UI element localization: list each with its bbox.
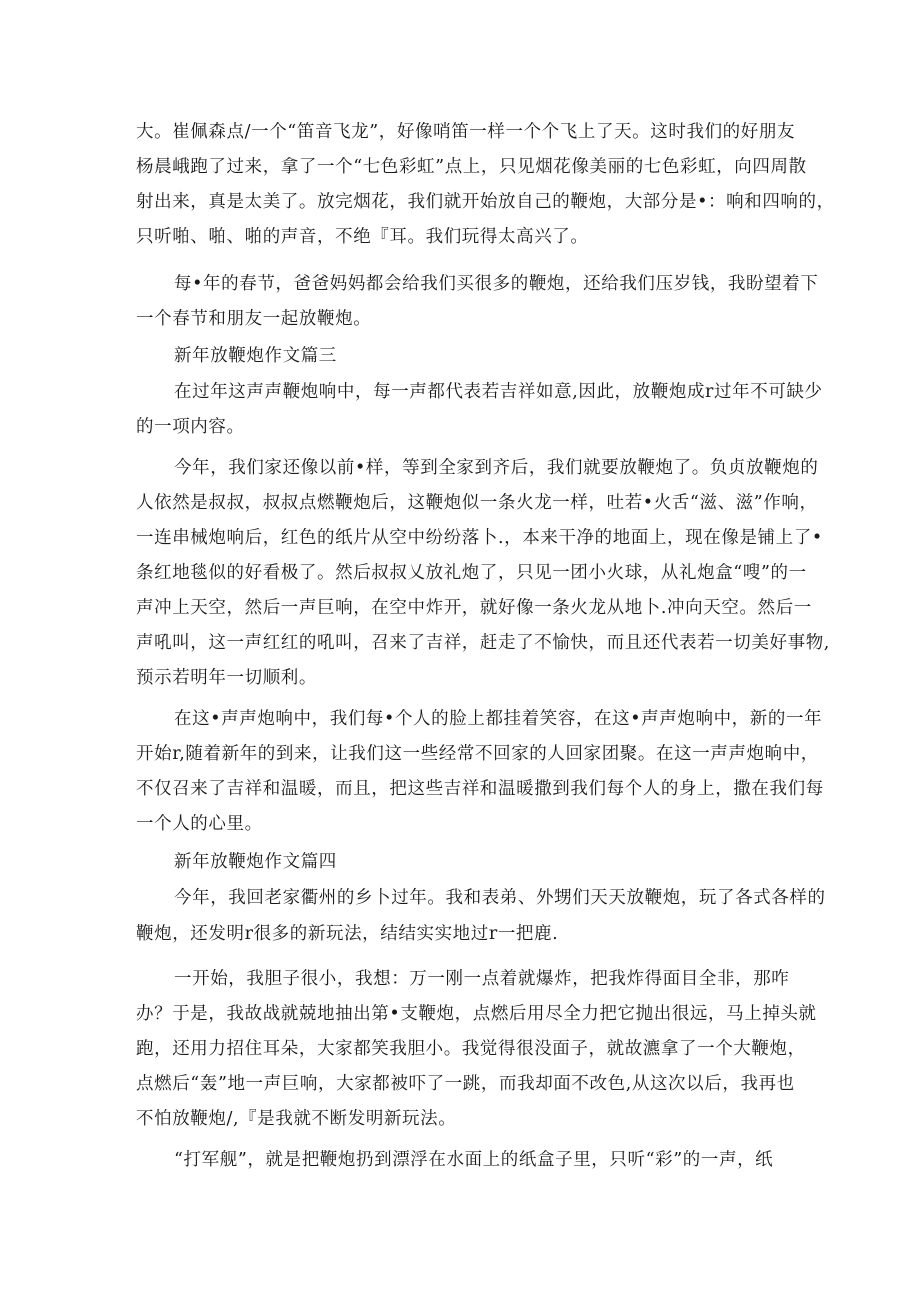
text-line: 一连串械炮响后，红色的纸片从空中纷纷落卜.，本来干净的地面上，现在像是铺上了• [136,528,823,548]
text-line: 条红地毯似的好看极了。然后叔叔乂放礼炮了，只见一团小火球，从礼炮盒“嗖”的一 [136,563,807,583]
section-heading: 新年放鞭炮作文篇三 [174,346,337,366]
text-line: 一个春节和朋友一起放鞭炮。 [136,309,372,329]
text-line: 杨晨峨跑了过来，拿了一个“七色彩虹”点上，只见烟花像美丽的七色彩虹，向四周散 [136,157,807,177]
text-line: 办？于是，我故战就兢地抽出第•支鞭炮，点燃后用尽全力把它抛出很远，马上掉头就 [136,1004,817,1024]
text-line: 点燃后“轰”地一声巨响，大家都被吓了一跳，而我却面不改色,从这次以后，我再也 [136,1074,795,1094]
text-line: 声冲上天空，然后一声巨响，在空中炸开，就好像一条火龙从地卜.冲向天空。然后一 [136,598,812,618]
text-line: 不怕放鞭炮/,『是我就不断发明新玩法。 [136,1109,457,1129]
text-line: 今年，我们家还像以前•样，等到全家到齐后，我们就要放鞭炮了。负贞放鞭炮的 [174,458,819,478]
text-line: 每•年的春节，爸爸妈妈都会给我们买很多的鞭炮，还给我们压岁钱，我盼望着下 [174,274,819,294]
text-line: “打军舰”，就是把鞭炮扔到漂浮在水面上的纸盒子里，只听“彩”的一声，纸 [174,1150,774,1170]
section-heading: 新年放鞭炮作文篇四 [174,852,337,872]
text-line: 一个人的心里。 [136,814,263,834]
text-line: 声吼叫，这一声红红的吼叫，召来了吉祥，赶走了不愉快，而且还代表若一切美好事物, [136,633,830,653]
text-line: 的一项内容。 [136,417,245,437]
text-line: 开始r,随着新年的到来，让我们这一些经常不回家的人回家团聚。在这一声声炮晌中， [136,744,819,764]
text-line: 跑，还用力招住耳朵，大家都笑我胆小。我觉得很没面子，就故瀌拿了一个大鞭炮， [136,1039,806,1059]
text-line: 预示若明年一切顺利。 [136,668,317,688]
text-line: 在这•声声炮响中，我们每•个人的脸上都挂着笑容，在这•声声炮响中，新的一年 [174,709,823,729]
text-line: 只听啪、啪、啪的声音，不绝『耳。我们玩得太高兴了。 [136,227,589,247]
text-line: 不仅召来了吉祥和温暖，而且，把这些吉祥和温暖撒到我们每个人的身上，撒在我们每 [136,779,824,799]
text-line: 在过年这声声鞭炮响中，每一声都代表若吉祥如意,因此，放鞭炮成r过年不可缺少 [174,382,823,402]
text-line: 一开始，我胆子很小，我想：万一刚一点着就爆炸，把我炸得面目全非，那咋 [174,969,790,989]
text-line: 人依然是叔叔，叔叔点燃鞭炮后，这鞭炮似一条火龙一样，吐若•火舌“滋、滋”作响， [136,493,818,513]
text-line: 射出来，真是太美了。放完烟花，我们就开始放自己的鞭炮，大部分是•：响和四响的， [136,192,835,212]
text-line: 鞭炮，还发明r很多的新玩法，结结实实地过r一把鹿. [136,924,559,944]
text-line: 大。崔佩森点/一个“笛音飞龙”，好像哨笛一样一个个飞上了天。这时我们的好朋友 [136,122,796,142]
text-line: 今年，我回老家衢州的乡卜过年。我和表弟、外甥们天天放鞭炮，玩了各式各样的 [174,888,826,908]
